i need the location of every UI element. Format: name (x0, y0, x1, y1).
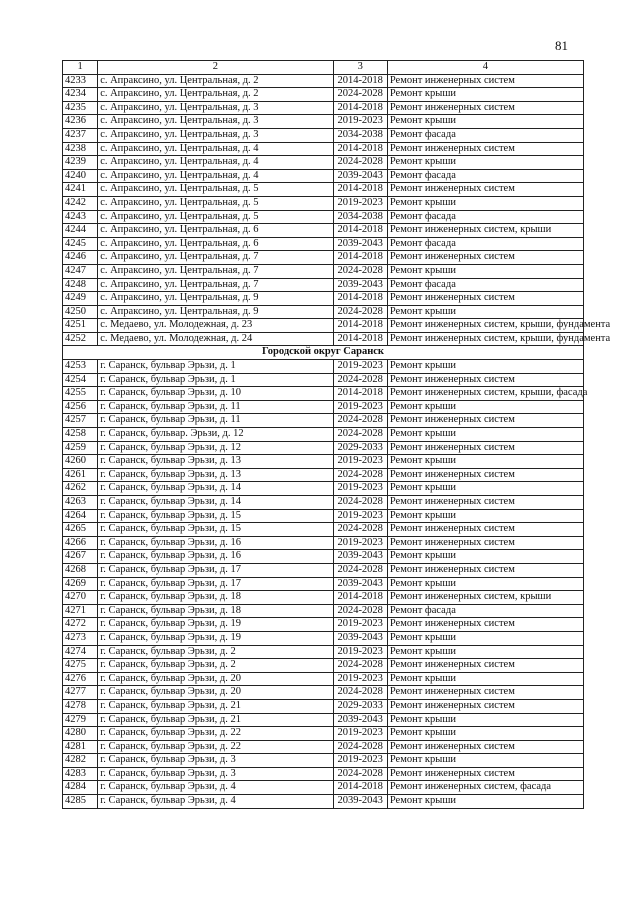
period-cell: 2034-2038 (333, 128, 387, 142)
address-cell: с. Апраксино, ул. Центральная, д. 4 (98, 169, 333, 183)
period-cell: 2024-2028 (333, 604, 387, 618)
address-cell: г. Саранск, бульвар Эрьзи, д. 14 (98, 482, 333, 496)
period-cell: 2019-2023 (333, 672, 387, 686)
address-cell: г. Саранск, бульвар Эрьзи, д. 11 (98, 414, 333, 428)
address-cell: с. Апраксино, ул. Центральная, д. 7 (98, 278, 333, 292)
period-cell: 2014-2018 (333, 319, 387, 333)
work-type-cell: Ремонт крыши (387, 727, 583, 741)
row-number-cell: 4255 (63, 387, 98, 401)
period-cell: 2024-2028 (333, 740, 387, 754)
address-cell: с. Апраксино, ул. Центральная, д. 3 (98, 101, 333, 115)
address-cell: г. Саранск, бульвар Эрьзи, д. 21 (98, 699, 333, 713)
column-number-1: 1 (63, 61, 98, 75)
table-row (63, 305, 584, 319)
row-number-cell: 4236 (63, 115, 98, 129)
period-cell: 2014-2018 (333, 74, 387, 88)
period-cell: 2019-2023 (333, 482, 387, 496)
table-row (63, 292, 584, 306)
table-row (63, 727, 584, 741)
row-number-cell: 4248 (63, 278, 98, 292)
row-number-cell: 4284 (63, 781, 98, 795)
row-number-cell: 4274 (63, 645, 98, 659)
work-type-cell: Ремонт инженерных систем (387, 618, 583, 632)
address-cell: г. Саранск, бульвар Эрьзи, д. 18 (98, 591, 333, 605)
address-cell: г. Саранск, бульвар Эрьзи, д. 2 (98, 659, 333, 673)
period-cell: 2014-2018 (333, 183, 387, 197)
table-row (63, 496, 584, 510)
period-cell: 2024-2028 (333, 767, 387, 781)
row-number-cell: 4246 (63, 251, 98, 265)
work-type-cell: Ремонт крыши (387, 305, 583, 319)
work-type-cell: Ремонт инженерных систем (387, 767, 583, 781)
table-row (63, 128, 584, 142)
address-cell: г. Саранск, бульвар Эрьзи, д. 14 (98, 496, 333, 510)
address-cell: г. Саранск, бульвар Эрьзи, д. 15 (98, 509, 333, 523)
work-type-cell: Ремонт фасада (387, 278, 583, 292)
work-type-cell: Ремонт фасада (387, 169, 583, 183)
work-type-cell: Ремонт инженерных систем (387, 373, 583, 387)
work-type-cell: Ремонт крыши (387, 88, 583, 102)
work-type-cell: Ремонт инженерных систем (387, 292, 583, 306)
work-type-cell: Ремонт инженерных систем (387, 523, 583, 537)
work-type-cell: Ремонт фасада (387, 210, 583, 224)
row-number-cell: 4243 (63, 210, 98, 224)
row-number-cell: 4244 (63, 224, 98, 238)
table-row (63, 264, 584, 278)
table-row (63, 455, 584, 469)
work-type-cell: Ремонт фасада (387, 128, 583, 142)
period-cell: 2014-2018 (333, 224, 387, 238)
row-number-cell: 4252 (63, 332, 98, 346)
table-row (63, 577, 584, 591)
column-number-row (63, 61, 584, 75)
row-number-cell: 4276 (63, 672, 98, 686)
address-cell: г. Саранск, бульвар Эрьзи, д. 16 (98, 550, 333, 564)
table-row (63, 781, 584, 795)
row-number-cell: 4270 (63, 591, 98, 605)
column-number-2: 2 (98, 61, 333, 75)
row-number-cell: 4238 (63, 142, 98, 156)
address-cell: с. Апраксино, ул. Центральная, д. 3 (98, 115, 333, 129)
table-row (63, 604, 584, 618)
row-number-cell: 4272 (63, 618, 98, 632)
period-cell: 2024-2028 (333, 373, 387, 387)
table-row (63, 536, 584, 550)
repair-schedule-table (62, 60, 611, 809)
row-number-cell: 4234 (63, 88, 98, 102)
row-number-cell: 4283 (63, 767, 98, 781)
table-row (63, 591, 584, 605)
table-row (63, 563, 584, 577)
address-cell: с. Апраксино, ул. Центральная, д. 5 (98, 210, 333, 224)
table-row (63, 74, 584, 88)
row-number-cell: 4250 (63, 305, 98, 319)
period-cell: 2019-2023 (333, 115, 387, 129)
row-number-cell: 4273 (63, 631, 98, 645)
work-type-cell: Ремонт крыши (387, 115, 583, 129)
address-cell: г. Саранск, бульвар Эрьзи, д. 22 (98, 740, 333, 754)
row-number-cell: 4262 (63, 482, 98, 496)
column-number-4: 4 (387, 61, 583, 75)
row-number-cell: 4282 (63, 754, 98, 768)
page-number: 81 (555, 38, 568, 53)
row-number-cell: 4260 (63, 455, 98, 469)
address-cell: с. Апраксино, ул. Центральная, д. 9 (98, 305, 333, 319)
period-cell: 2039-2043 (333, 795, 387, 809)
address-cell: г. Саранск, бульвар Эрьзи, д. 19 (98, 631, 333, 645)
address-cell: г. Саранск, бульвар Эрьзи, д. 4 (98, 781, 333, 795)
period-cell: 2019-2023 (333, 455, 387, 469)
period-cell: 2024-2028 (333, 156, 387, 170)
address-cell: с. Медаево, ул. Молодежная, д. 24 (98, 332, 333, 346)
row-number-cell: 4261 (63, 468, 98, 482)
address-cell: г. Саранск, бульвар Эрьзи, д. 11 (98, 400, 333, 414)
row-number-cell: 4280 (63, 727, 98, 741)
row-number-cell: 4275 (63, 659, 98, 673)
work-type-cell: Ремонт крыши (387, 509, 583, 523)
work-type-cell: Ремонт инженерных систем (387, 699, 583, 713)
period-cell: 2019-2023 (333, 509, 387, 523)
work-type-cell: Ремонт крыши (387, 672, 583, 686)
address-cell: г. Саранск, бульвар. Эрьзи, д. 12 (98, 428, 333, 442)
table-row (63, 754, 584, 768)
period-cell: 2019-2023 (333, 536, 387, 550)
address-cell: с. Апраксино, ул. Центральная, д. 7 (98, 264, 333, 278)
period-cell: 2019-2023 (333, 645, 387, 659)
work-type-cell: Ремонт инженерных систем (387, 251, 583, 265)
address-cell: г. Саранск, бульвар Эрьзи, д. 16 (98, 536, 333, 550)
table-row (63, 713, 584, 727)
address-cell: с. Апраксино, ул. Центральная, д. 7 (98, 251, 333, 265)
table-row (63, 360, 584, 374)
address-cell: с. Апраксино, ул. Центральная, д. 4 (98, 142, 333, 156)
row-number-cell: 4257 (63, 414, 98, 428)
row-number-cell: 4278 (63, 699, 98, 713)
address-cell: г. Саранск, бульвар Эрьзи, д. 18 (98, 604, 333, 618)
period-cell: 2024-2028 (333, 659, 387, 673)
work-type-cell: Ремонт крыши (387, 156, 583, 170)
work-type-cell: Ремонт инженерных систем (387, 183, 583, 197)
period-cell: 2019-2023 (333, 618, 387, 632)
table-row (63, 210, 584, 224)
period-cell: 2029-2033 (333, 699, 387, 713)
period-cell: 2039-2043 (333, 631, 387, 645)
address-cell: г. Саранск, бульвар Эрьзи, д. 13 (98, 468, 333, 482)
period-cell: 2039-2043 (333, 577, 387, 591)
address-cell: г. Саранск, бульвар Эрьзи, д. 20 (98, 672, 333, 686)
table-row (63, 319, 584, 333)
table-row (63, 686, 584, 700)
period-cell: 2024-2028 (333, 305, 387, 319)
table-row (63, 672, 584, 686)
period-cell: 2039-2043 (333, 169, 387, 183)
work-type-cell: Ремонт инженерных систем, фасада (387, 781, 583, 795)
address-cell: с. Апраксино, ул. Центральная, д. 5 (98, 196, 333, 210)
period-cell: 2014-2018 (333, 387, 387, 401)
table-body (63, 61, 611, 809)
work-type-cell: Ремонт инженерных систем, крыши (387, 224, 583, 238)
period-cell: 2024-2028 (333, 686, 387, 700)
row-number-cell: 4258 (63, 428, 98, 442)
table-row (63, 373, 584, 387)
address-cell: с. Апраксино, ул. Центральная, д. 6 (98, 237, 333, 251)
row-number-cell: 4264 (63, 509, 98, 523)
row-number-cell: 4277 (63, 686, 98, 700)
address-cell: с. Апраксино, ул. Центральная, д. 3 (98, 128, 333, 142)
period-cell: 2019-2023 (333, 754, 387, 768)
address-cell: г. Саранск, бульвар Эрьзи, д. 10 (98, 387, 333, 401)
period-cell: 2014-2018 (333, 591, 387, 605)
row-number-cell: 4285 (63, 795, 98, 809)
period-cell: 2014-2018 (333, 251, 387, 265)
row-number-cell: 4251 (63, 319, 98, 333)
period-cell: 2039-2043 (333, 550, 387, 564)
table-row (63, 740, 584, 754)
table-row (63, 441, 584, 455)
work-type-cell: Ремонт крыши (387, 482, 583, 496)
table-row (63, 196, 584, 210)
row-number-cell: 4279 (63, 713, 98, 727)
row-number-cell: 4265 (63, 523, 98, 537)
table-row (63, 278, 584, 292)
row-number-cell: 4235 (63, 101, 98, 115)
address-cell: г. Саранск, бульвар Эрьзи, д. 3 (98, 767, 333, 781)
table-row (63, 142, 584, 156)
row-number-cell: 4233 (63, 74, 98, 88)
work-type-cell: Ремонт крыши (387, 631, 583, 645)
row-number-cell: 4253 (63, 360, 98, 374)
period-cell: 2024-2028 (333, 414, 387, 428)
work-type-cell: Ремонт крыши (387, 550, 583, 564)
address-cell: г. Саранск, бульвар Эрьзи, д. 19 (98, 618, 333, 632)
work-type-cell: Ремонт инженерных систем, крыши, фасада (387, 387, 583, 401)
work-type-cell: Ремонт инженерных систем (387, 142, 583, 156)
address-cell: г. Саранск, бульвар Эрьзи, д. 15 (98, 523, 333, 537)
address-cell: с. Апраксино, ул. Центральная, д. 4 (98, 156, 333, 170)
work-type-cell: Ремонт инженерных систем (387, 441, 583, 455)
table-row (63, 618, 584, 632)
period-cell: 2024-2028 (333, 88, 387, 102)
table-row (63, 400, 584, 414)
row-number-cell: 4245 (63, 237, 98, 251)
period-cell: 2019-2023 (333, 196, 387, 210)
work-type-cell: Ремонт инженерных систем, крыши, фундамента (387, 332, 583, 346)
table-row (63, 237, 584, 251)
work-type-cell: Ремонт крыши (387, 754, 583, 768)
work-type-cell: Ремонт инженерных систем (387, 563, 583, 577)
address-cell: г. Саранск, бульвар Эрьзи, д. 3 (98, 754, 333, 768)
row-number-cell: 4254 (63, 373, 98, 387)
row-number-cell: 4268 (63, 563, 98, 577)
work-type-cell: Ремонт инженерных систем (387, 468, 583, 482)
work-type-cell: Ремонт крыши (387, 264, 583, 278)
address-cell: г. Саранск, бульвар Эрьзи, д. 17 (98, 563, 333, 577)
table-row (63, 482, 584, 496)
table-row (63, 509, 584, 523)
work-type-cell: Ремонт фасада (387, 237, 583, 251)
address-cell: с. Апраксино, ул. Центральная, д. 2 (98, 74, 333, 88)
table-row (63, 387, 584, 401)
address-cell: г. Саранск, бульвар Эрьзи, д. 2 (98, 645, 333, 659)
period-cell: 2024-2028 (333, 523, 387, 537)
address-cell: г. Саранск, бульвар Эрьзи, д. 17 (98, 577, 333, 591)
work-type-cell: Ремонт инженерных систем (387, 686, 583, 700)
table-row (63, 468, 584, 482)
period-cell: 2024-2028 (333, 468, 387, 482)
row-number-cell: 4241 (63, 183, 98, 197)
address-cell: с. Апраксино, ул. Центральная, д. 5 (98, 183, 333, 197)
table-row (63, 251, 584, 265)
period-cell: 2019-2023 (333, 400, 387, 414)
address-cell: г. Саранск, бульвар Эрьзи, д. 20 (98, 686, 333, 700)
work-type-cell: Ремонт инженерных систем, крыши, фундамента (387, 319, 583, 333)
table-row (63, 101, 584, 115)
work-type-cell: Ремонт фасада (387, 604, 583, 618)
section-heading: Городской округ Саранск (63, 346, 584, 360)
table-row (63, 795, 584, 809)
work-type-cell: Ремонт инженерных систем (387, 101, 583, 115)
work-type-cell: Ремонт крыши (387, 795, 583, 809)
period-cell: 2019-2023 (333, 727, 387, 741)
table-row (63, 631, 584, 645)
table-row (63, 169, 584, 183)
period-cell: 2014-2018 (333, 142, 387, 156)
work-type-cell: Ремонт крыши (387, 713, 583, 727)
address-cell: с. Апраксино, ул. Центральная, д. 2 (98, 88, 333, 102)
address-cell: г. Саранск, бульвар Эрьзи, д. 13 (98, 455, 333, 469)
address-cell: г. Саранск, бульвар Эрьзи, д. 22 (98, 727, 333, 741)
table-row (63, 224, 584, 238)
table-row (63, 115, 584, 129)
work-type-cell: Ремонт крыши (387, 196, 583, 210)
address-cell: г. Саранск, бульвар Эрьзи, д. 1 (98, 360, 333, 374)
row-number-cell: 4249 (63, 292, 98, 306)
row-number-cell: 4240 (63, 169, 98, 183)
address-cell: г. Саранск, бульвар Эрьзи, д. 12 (98, 441, 333, 455)
row-number-cell: 4239 (63, 156, 98, 170)
work-type-cell: Ремонт инженерных систем (387, 740, 583, 754)
period-cell: 2024-2028 (333, 428, 387, 442)
work-type-cell: Ремонт крыши (387, 645, 583, 659)
address-cell: с. Апраксино, ул. Центральная, д. 9 (98, 292, 333, 306)
period-cell: 2039-2043 (333, 713, 387, 727)
row-number-cell: 4242 (63, 196, 98, 210)
table-row (63, 550, 584, 564)
section-heading-row (63, 346, 584, 360)
period-cell: 2039-2043 (333, 237, 387, 251)
table-row (63, 428, 584, 442)
period-cell: 2024-2028 (333, 563, 387, 577)
table-row (63, 645, 584, 659)
address-cell: г. Саранск, бульвар Эрьзи, д. 21 (98, 713, 333, 727)
work-type-cell: Ремонт крыши (387, 360, 583, 374)
row-number-cell: 4263 (63, 496, 98, 510)
work-type-cell: Ремонт инженерных систем (387, 74, 583, 88)
period-cell: 2034-2038 (333, 210, 387, 224)
period-cell: 2014-2018 (333, 101, 387, 115)
table-row (63, 414, 584, 428)
address-cell: с. Апраксино, ул. Центральная, д. 6 (98, 224, 333, 238)
table-row (63, 332, 584, 346)
table-row (63, 659, 584, 673)
work-type-cell: Ремонт инженерных систем (387, 414, 583, 428)
period-cell: 2029-2033 (333, 441, 387, 455)
work-type-cell: Ремонт инженерных систем (387, 659, 583, 673)
row-number-cell: 4281 (63, 740, 98, 754)
period-cell: 2014-2018 (333, 332, 387, 346)
row-number-cell: 4237 (63, 128, 98, 142)
period-cell: 2024-2028 (333, 496, 387, 510)
table-row (63, 767, 584, 781)
work-type-cell: Ремонт крыши (387, 577, 583, 591)
column-number-3: 3 (333, 61, 387, 75)
table-row (63, 183, 584, 197)
period-cell: 2014-2018 (333, 292, 387, 306)
row-number-cell: 4271 (63, 604, 98, 618)
row-number-cell: 4269 (63, 577, 98, 591)
work-type-cell: Ремонт крыши (387, 400, 583, 414)
work-type-cell: Ремонт крыши (387, 428, 583, 442)
period-cell: 2024-2028 (333, 264, 387, 278)
address-cell: г. Саранск, бульвар Эрьзи, д. 4 (98, 795, 333, 809)
row-number-cell: 4256 (63, 400, 98, 414)
address-cell: с. Медаево, ул. Молодежная, д. 23 (98, 319, 333, 333)
address-cell: г. Саранск, бульвар Эрьзи, д. 1 (98, 373, 333, 387)
work-type-cell: Ремонт инженерных систем (387, 536, 583, 550)
table-row (63, 156, 584, 170)
period-cell: 2039-2043 (333, 278, 387, 292)
row-number-cell: 4267 (63, 550, 98, 564)
table-row (63, 699, 584, 713)
row-number-cell: 4266 (63, 536, 98, 550)
work-type-cell: Ремонт инженерных систем, крыши (387, 591, 583, 605)
work-type-cell: Ремонт инженерных систем (387, 496, 583, 510)
row-number-cell: 4259 (63, 441, 98, 455)
row-number-cell: 4247 (63, 264, 98, 278)
period-cell: 2019-2023 (333, 360, 387, 374)
table-row (63, 523, 584, 537)
period-cell: 2014-2018 (333, 781, 387, 795)
table-row (63, 88, 584, 102)
work-type-cell: Ремонт крыши (387, 455, 583, 469)
